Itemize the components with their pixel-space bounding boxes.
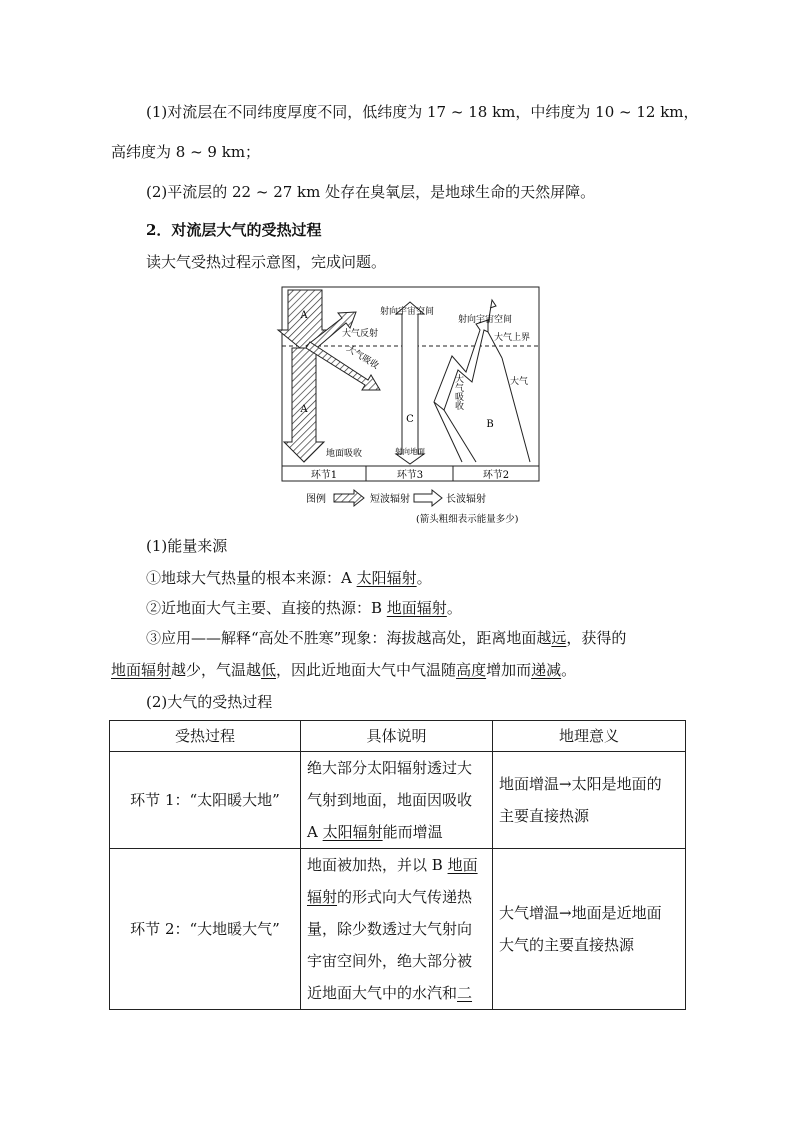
row2-desc-line-1-pre: 地面被加热，并以 B bbox=[307, 856, 448, 874]
label-atmosphere: 大气 bbox=[510, 377, 529, 387]
energy-item-3-answer-4: 高度 bbox=[456, 661, 487, 679]
energy-item-3-answer-3: 低 bbox=[261, 661, 277, 679]
energy-item-3-answer-2: 地面辐射 bbox=[111, 661, 172, 679]
row1-stage: 环节 1：“太阳暖大地” bbox=[110, 752, 301, 849]
row2-desc-line-3: 量，除少数透过大气射向 bbox=[307, 920, 473, 938]
energy-heading: (1)能量来源 bbox=[146, 537, 228, 555]
row2-meaning-line-1: 大气增温→地面是近地面 bbox=[499, 904, 662, 922]
row1-desc-answer: 太阳辐射 bbox=[322, 823, 383, 841]
row2-desc-line-5 bbox=[307, 977, 486, 1009]
label-B: B bbox=[486, 419, 494, 430]
energy-item-3-text-d: ，因此近地面大气中气温随 bbox=[276, 661, 457, 679]
energy-item-1-text: ①地球大气热量的根本来源：A bbox=[146, 569, 357, 587]
heating-process-table bbox=[109, 720, 686, 1010]
legend-long-label: 长波辐射 bbox=[446, 494, 486, 505]
energy-item-2-end: 。 bbox=[446, 599, 462, 617]
row1-desc-line-3-pre: A bbox=[307, 823, 323, 841]
row2-desc-line-4: 宇宙空间外，绝大部分被 bbox=[307, 952, 473, 970]
energy-item-3-text-b: ，获得的 bbox=[566, 629, 627, 647]
table-row bbox=[110, 849, 686, 1010]
section-title: 2．对流层大气的受热过程 bbox=[146, 221, 322, 239]
solar-radiation-arrow bbox=[278, 290, 332, 352]
energy-item-1-answer: 太阳辐射 bbox=[356, 569, 417, 587]
label-A-top: A bbox=[300, 310, 308, 321]
row1-meaning-line-1: 地面增温→太阳是地面的 bbox=[499, 775, 662, 793]
row2-meaning-line-2: 大气的主要直接热源 bbox=[499, 936, 635, 954]
label-to-ground: 射向地面 bbox=[395, 447, 425, 456]
energy-item-3-text-c: 越少，气温越 bbox=[171, 661, 262, 679]
row2-stage: 环节 2：“大地暖大气” bbox=[110, 849, 301, 1010]
energy-item-2-text: ②近地面大气主要、直接的热源：B bbox=[146, 599, 387, 617]
energy-item-3-answer-1: 远 bbox=[551, 629, 567, 647]
row2-desc-answer-1: 地面 bbox=[447, 856, 478, 874]
table-row bbox=[110, 752, 686, 849]
row2-meaning bbox=[493, 849, 686, 1010]
row2-description bbox=[301, 849, 493, 1010]
row2-desc-line-2 bbox=[307, 881, 486, 913]
legend-longwave-arrow bbox=[414, 490, 442, 506]
legend-note: (箭头粗细表示能量多少) bbox=[416, 514, 519, 525]
energy-item-3 bbox=[146, 628, 626, 648]
legend-shortwave-arrow bbox=[334, 490, 364, 506]
label-atm-top: 大气上界 bbox=[494, 333, 531, 343]
row1-description bbox=[301, 752, 493, 849]
row1-meaning bbox=[493, 752, 686, 849]
label-ground-absorb: 地面吸收 bbox=[326, 449, 363, 459]
row2-desc-answer-3: 二 bbox=[457, 984, 473, 1002]
energy-item-3-text-a: ③应用——解释“高处不胜寒”现象：海拔越高处，距离地面越 bbox=[146, 629, 552, 647]
energy-item-3-cont bbox=[111, 660, 576, 680]
label-atm-reflect: 大气反射 bbox=[342, 329, 379, 339]
section-intro: 读大气受热过程示意图，完成问题。 bbox=[146, 253, 387, 271]
row1-meaning-line-2: 主要直接热源 bbox=[499, 807, 590, 825]
label-to-space-1: 射向宇宙空间 bbox=[380, 307, 435, 317]
paragraph-troposphere-thickness: (1)对流层在不同纬度厚度不同，低纬度为 17 ~ 18 km，中纬度为 10 ~ 12 km， bbox=[146, 103, 699, 121]
paragraph-ozone-layer: (2)平流层的 22 ~ 27 km 处存在臭氧层，是地球生命的天然屏障。 bbox=[146, 183, 596, 201]
row1-desc-line-1: 绝大部分太阳辐射透过大 bbox=[307, 759, 473, 777]
energy-item-2-answer: 地面辐射 bbox=[386, 599, 447, 617]
row2-desc-line-5-pre: 近地面大气中的水汽和 bbox=[307, 984, 458, 1002]
table-header-description: 具体说明 bbox=[301, 721, 493, 752]
row2-desc-line-2-post: 的形式向大气传递热 bbox=[337, 888, 473, 906]
energy-item-3-answer-5: 递减 bbox=[531, 661, 562, 679]
row2-desc-answer-2: 辐射 bbox=[307, 888, 338, 906]
legend-short-label: 短波辐射 bbox=[370, 494, 410, 505]
table-header-meaning: 地理意义 bbox=[493, 721, 686, 752]
label-to-space-2: 射向宇宙空间 bbox=[458, 315, 513, 325]
label-stage-1: 环节1 bbox=[310, 470, 338, 481]
label-C: C bbox=[406, 414, 414, 425]
label-stage-3: 环节3 bbox=[396, 470, 424, 481]
row1-desc-line-3 bbox=[307, 816, 486, 848]
atmospheric-counter-radiation-arrow bbox=[396, 302, 424, 464]
table-header-row bbox=[110, 721, 686, 752]
label-atm-absorb-2: 大气吸收 bbox=[453, 374, 463, 410]
row1-desc-line-3-post: 能而增温 bbox=[382, 823, 443, 841]
table-header-process: 受热过程 bbox=[110, 721, 301, 752]
row2-desc-line-1 bbox=[307, 849, 486, 881]
energy-item-2 bbox=[146, 598, 462, 618]
heating-process-diagram bbox=[276, 284, 544, 528]
label-stage-2: 环节2 bbox=[482, 470, 510, 481]
energy-item-1 bbox=[146, 568, 432, 588]
energy-item-3-text-e: 增加而 bbox=[486, 661, 532, 679]
label-atm-absorb-1: 大气吸收 bbox=[344, 344, 381, 372]
label-A-mid: A bbox=[300, 404, 308, 415]
paragraph-troposphere-thickness-cont: 高纬度为 8 ~ 9 km； bbox=[111, 143, 261, 161]
energy-item-1-end: 。 bbox=[416, 569, 432, 587]
process-heading: (2)大气的受热过程 bbox=[146, 693, 273, 711]
energy-item-3-text-f: 。 bbox=[561, 661, 577, 679]
legend-title: 图例 bbox=[306, 494, 326, 505]
row1-desc-line-2: 气射到地面，地面因吸收 bbox=[307, 791, 473, 809]
